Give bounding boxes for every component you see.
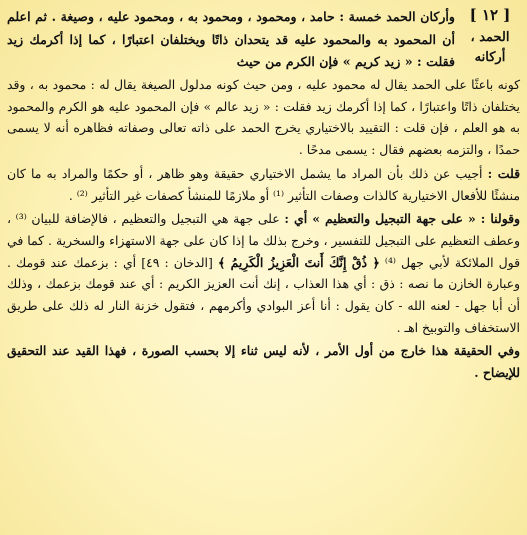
paragraph-closing: وفي الحقيقة هذا خارج من أول الأمر ، لأنه ليس ثناء إلا بحسب الصورة ، فهذا القيد عند التحقيق للإيضاح . bbox=[7, 343, 520, 381]
quran-verse: ﴿ ذُقْ إِنَّكَ أَنتَ الْعَزِيزُ الْكَرِيمُ ﴾ bbox=[217, 254, 380, 270]
paragraph-glorification bbox=[7, 208, 520, 338]
opening-paragraph: وأركان الحمد خمسة : حامد ، ومحمود ، ومحمود به ، ومحمود عليه ، وصيغة . ثم اعلم أن المحمود به والمحمود عليه قد يتحدان ذاتًا ويختلفان اعتبارًا ، كما إذا أكرمك زيد فقلت : « زيد كريم » فإن الكرم من حيث bbox=[7, 9, 455, 69]
glorification-tail: [الدخان : ٤٩] أي : بزعمك عند قومك . وعبارة الخازن ما نصه : ذق : أي هذا العذاب ، إنك أنت العزيز الكريم : أي عند قومك بزعمك ، وذلك أن أبا جهل - لعنه الله - كان يقول : أنا أعز البوادي وأكرمهم ، فتقول خزنة النار له ذلك على طريق الاستخفاف والتوبيخ اهـ . bbox=[7, 254, 520, 335]
section-title: الحمد ، أركانه bbox=[470, 30, 510, 65]
margin-heading bbox=[459, 6, 521, 68]
answer-lead: قلت : bbox=[487, 165, 520, 181]
glorification-lead: وقولنا : « على جهة التبجيل والتعظيم » أي : bbox=[284, 211, 520, 227]
main-text bbox=[7, 74, 520, 384]
glorification-text: على جهة هي التبجيل والتعظيم ، فالإضافة للبيان ⁽³⁾ ، وعطف التعظيم على التبجيل للتفسير ، وخرج بذلك ما إذا كان على جهة الاستهزاء والسخرية . كما في قول الملائكة لأبي جهل ⁽⁴⁾ bbox=[7, 211, 520, 270]
paragraph-answer bbox=[7, 163, 520, 206]
answer-text: أجيب عن ذلك بأن المراد ما يشمل الاختياري حقيقة وهو ظاهر ، أو حكمًا والمراد به ما كان منشئًا للأفعال الاختيارية كالذات وصفات التأثير ⁽¹⁾ أو ملازمًا للمنشأ كصفات غير التأثير ⁽²⁾ . bbox=[7, 165, 520, 203]
paragraph-definition: كونه باعثًا على الحمد يقال له محمود عليه ، ومن حيث كونه مدلول الصيغة يقال له : محمود به ، وقد يختلفان ذاتًا واعتبارًا ، كما إذا أكرمك زيد فقلت : « زيد عالم » فإن المحمود عليه هو الكرم والمحمود به هو العلم ، فإن قلت : التقييد بالاختياري يخرج الحمد على ذاته تعالى وصفاته فظاهره أنه لا يسمى حمدًا ، والتزمه بعضهم فقال : يسمى مدحًا . bbox=[7, 77, 520, 158]
section-number: [ ١٢ ] bbox=[469, 6, 511, 24]
